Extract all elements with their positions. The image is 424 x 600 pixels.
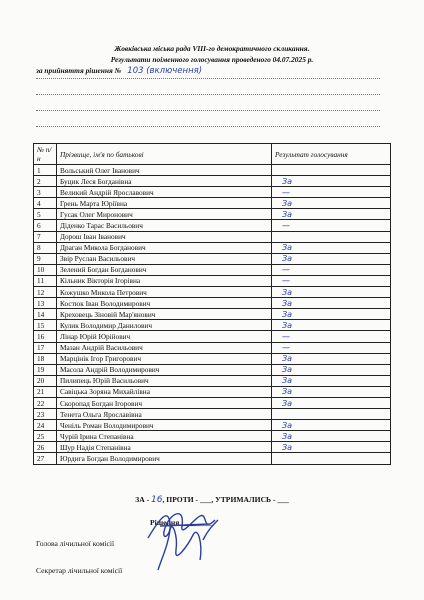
- row-name: Гусак Олег Миронович: [57, 209, 272, 220]
- table-row: [34, 431, 391, 442]
- row-vote: [272, 409, 391, 420]
- row-number: 6: [34, 220, 57, 231]
- za-value-handwritten: 16: [151, 495, 163, 505]
- row-name: Марцінік Ігор Григорович: [57, 353, 272, 364]
- proty-utrym: , ПРОТИ - ___, УТРИМАЛИСЬ - ___: [162, 495, 289, 504]
- table-row: [34, 287, 391, 298]
- row-vote: —: [272, 275, 391, 286]
- row-name: Ченіль Роман Володимирович: [57, 420, 272, 431]
- blank-line: [36, 78, 380, 79]
- row-number: 22: [34, 397, 57, 408]
- row-name: Масола Андрій Володимирович: [57, 364, 272, 375]
- row-name: Юрдига Богдан Володимирович: [57, 453, 272, 464]
- row-number: 12: [34, 287, 57, 298]
- row-name: Тенета Ольга Ярославівна: [57, 409, 272, 420]
- blank-line: [36, 110, 380, 111]
- row-name: Савіцька Зоряна Михайлівна: [57, 386, 272, 397]
- row-number: 27: [34, 453, 57, 464]
- row-vote: За: [272, 287, 391, 298]
- row-name: Креховець Зіновій Мар'янович: [57, 309, 272, 320]
- blank-line: [36, 126, 380, 127]
- za-label: ЗА -: [135, 495, 150, 504]
- row-name: Костюк Іван Володимирович: [57, 298, 272, 309]
- row-vote: За: [272, 242, 391, 253]
- row-number: 2: [34, 176, 57, 187]
- row-vote: —: [272, 220, 391, 231]
- table-row: [34, 209, 391, 220]
- row-number: 13: [34, 298, 57, 309]
- row-number: 16: [34, 331, 57, 342]
- row-number: 4: [34, 198, 57, 209]
- table-row: [34, 386, 391, 397]
- header-line-1: Жовківська міська рада VIII-го демократичного скликання.: [114, 44, 310, 53]
- row-number: 17: [34, 342, 57, 353]
- table-row: [34, 231, 391, 242]
- table-header-row: [34, 144, 391, 165]
- row-number: 1: [34, 165, 57, 176]
- table-row: [34, 275, 391, 286]
- row-number: 18: [34, 353, 57, 364]
- row-vote: За: [272, 397, 391, 408]
- col-vote-header: Результат голосування: [272, 144, 391, 165]
- row-name: Діденко Тарас Васильович: [57, 220, 272, 231]
- table-row: [34, 187, 391, 198]
- table-row: [34, 320, 391, 331]
- row-number: 10: [34, 264, 57, 275]
- row-vote: За: [272, 209, 391, 220]
- table-row: [34, 220, 391, 231]
- table-row: [34, 342, 391, 353]
- row-number: 26: [34, 442, 57, 453]
- table-row: [34, 298, 391, 309]
- secretary-label: Секретар лічильної комісії: [36, 566, 123, 575]
- row-vote: —: [272, 331, 391, 342]
- row-number: 20: [34, 375, 57, 386]
- row-name: Чурій Ірина Степанівна: [57, 431, 272, 442]
- table-row: [34, 165, 391, 176]
- decision-line: [36, 66, 202, 76]
- row-name: Мазан Андрій Васильович: [57, 342, 272, 353]
- row-vote: За: [272, 176, 391, 187]
- decision-status: Рішення ________: [150, 518, 212, 527]
- col-num-header: № п/н: [34, 144, 57, 165]
- head-of-commission-label: Голова лічильної комісії: [36, 539, 115, 548]
- vote-table: [33, 143, 391, 465]
- row-vote: [272, 453, 391, 464]
- row-name: Грень Марта Юріївна: [57, 198, 272, 209]
- row-number: 21: [34, 386, 57, 397]
- table-row: [34, 331, 391, 342]
- table-row: [34, 309, 391, 320]
- row-name: Пилипець Юрій Васильович: [57, 375, 272, 386]
- row-name: Буцик Леся Богданівна: [57, 176, 272, 187]
- row-name: Скоропад Богдан Ігорович: [57, 397, 272, 408]
- table-row: [34, 176, 391, 187]
- row-vote: За: [272, 320, 391, 331]
- decision-label: за прийняття рішення №: [36, 66, 122, 75]
- row-vote: За: [272, 198, 391, 209]
- row-vote: За: [272, 420, 391, 431]
- table-row: [34, 242, 391, 253]
- row-vote: За: [272, 298, 391, 309]
- row-number: 23: [34, 409, 57, 420]
- table-row: [34, 453, 391, 464]
- row-name: Шур Надія Степанівна: [57, 442, 272, 453]
- row-vote: За: [272, 353, 391, 364]
- signature-secretary: [148, 515, 228, 575]
- row-vote: За: [272, 431, 391, 442]
- table-row: [34, 375, 391, 386]
- row-name: Кожушко Микола Петрович: [57, 287, 272, 298]
- row-number: 11: [34, 275, 57, 286]
- row-vote: За: [272, 386, 391, 397]
- row-name: Великий Андрій Ярославович: [57, 187, 272, 198]
- row-vote: За: [272, 375, 391, 386]
- row-name: Дорош Іван Іванович: [57, 231, 272, 242]
- row-vote: За: [272, 253, 391, 264]
- table-row: [34, 442, 391, 453]
- row-vote: —: [272, 187, 391, 198]
- row-vote: —: [272, 264, 391, 275]
- row-vote: За: [272, 442, 391, 453]
- row-name: Драган Микола Богданович: [57, 242, 272, 253]
- row-number: 7: [34, 231, 57, 242]
- row-number: 3: [34, 187, 57, 198]
- col-name-header: Прізвище, ім'я по батькові: [57, 144, 272, 165]
- row-vote: [272, 231, 391, 242]
- row-name: Зелений Богдан Богданович: [57, 264, 272, 275]
- table-row: [34, 420, 391, 431]
- row-number: 14: [34, 309, 57, 320]
- row-number: 24: [34, 420, 57, 431]
- row-number: 25: [34, 431, 57, 442]
- row-number: 9: [34, 253, 57, 264]
- table-row: [34, 353, 391, 364]
- row-vote: За: [272, 309, 391, 320]
- row-number: 15: [34, 320, 57, 331]
- row-number: 8: [34, 242, 57, 253]
- row-name: Кулик Володимир Данилович: [57, 320, 272, 331]
- table-row: [34, 198, 391, 209]
- row-name: Лінар Юрій Юрійович: [57, 331, 272, 342]
- decision-number-handwritten: 103 (включення): [127, 66, 203, 76]
- table-row: [34, 253, 391, 264]
- row-name: Кільник Вікторія Ігорівна: [57, 275, 272, 286]
- table-row: [34, 409, 391, 420]
- row-name: Звір Руслан Васильович: [57, 253, 272, 264]
- row-number: 5: [34, 209, 57, 220]
- row-number: 19: [34, 364, 57, 375]
- row-vote: [272, 165, 391, 176]
- header-line-2: Результати поіменного голосування проведеного 04.07.2025 р.: [110, 55, 314, 64]
- table-row: [34, 264, 391, 275]
- blank-line: [36, 94, 380, 95]
- table-row: [34, 364, 391, 375]
- row-vote: —: [272, 342, 391, 353]
- row-vote: За: [272, 364, 391, 375]
- row-name: Вольський Олег Іванович: [57, 165, 272, 176]
- table-row: [34, 397, 391, 408]
